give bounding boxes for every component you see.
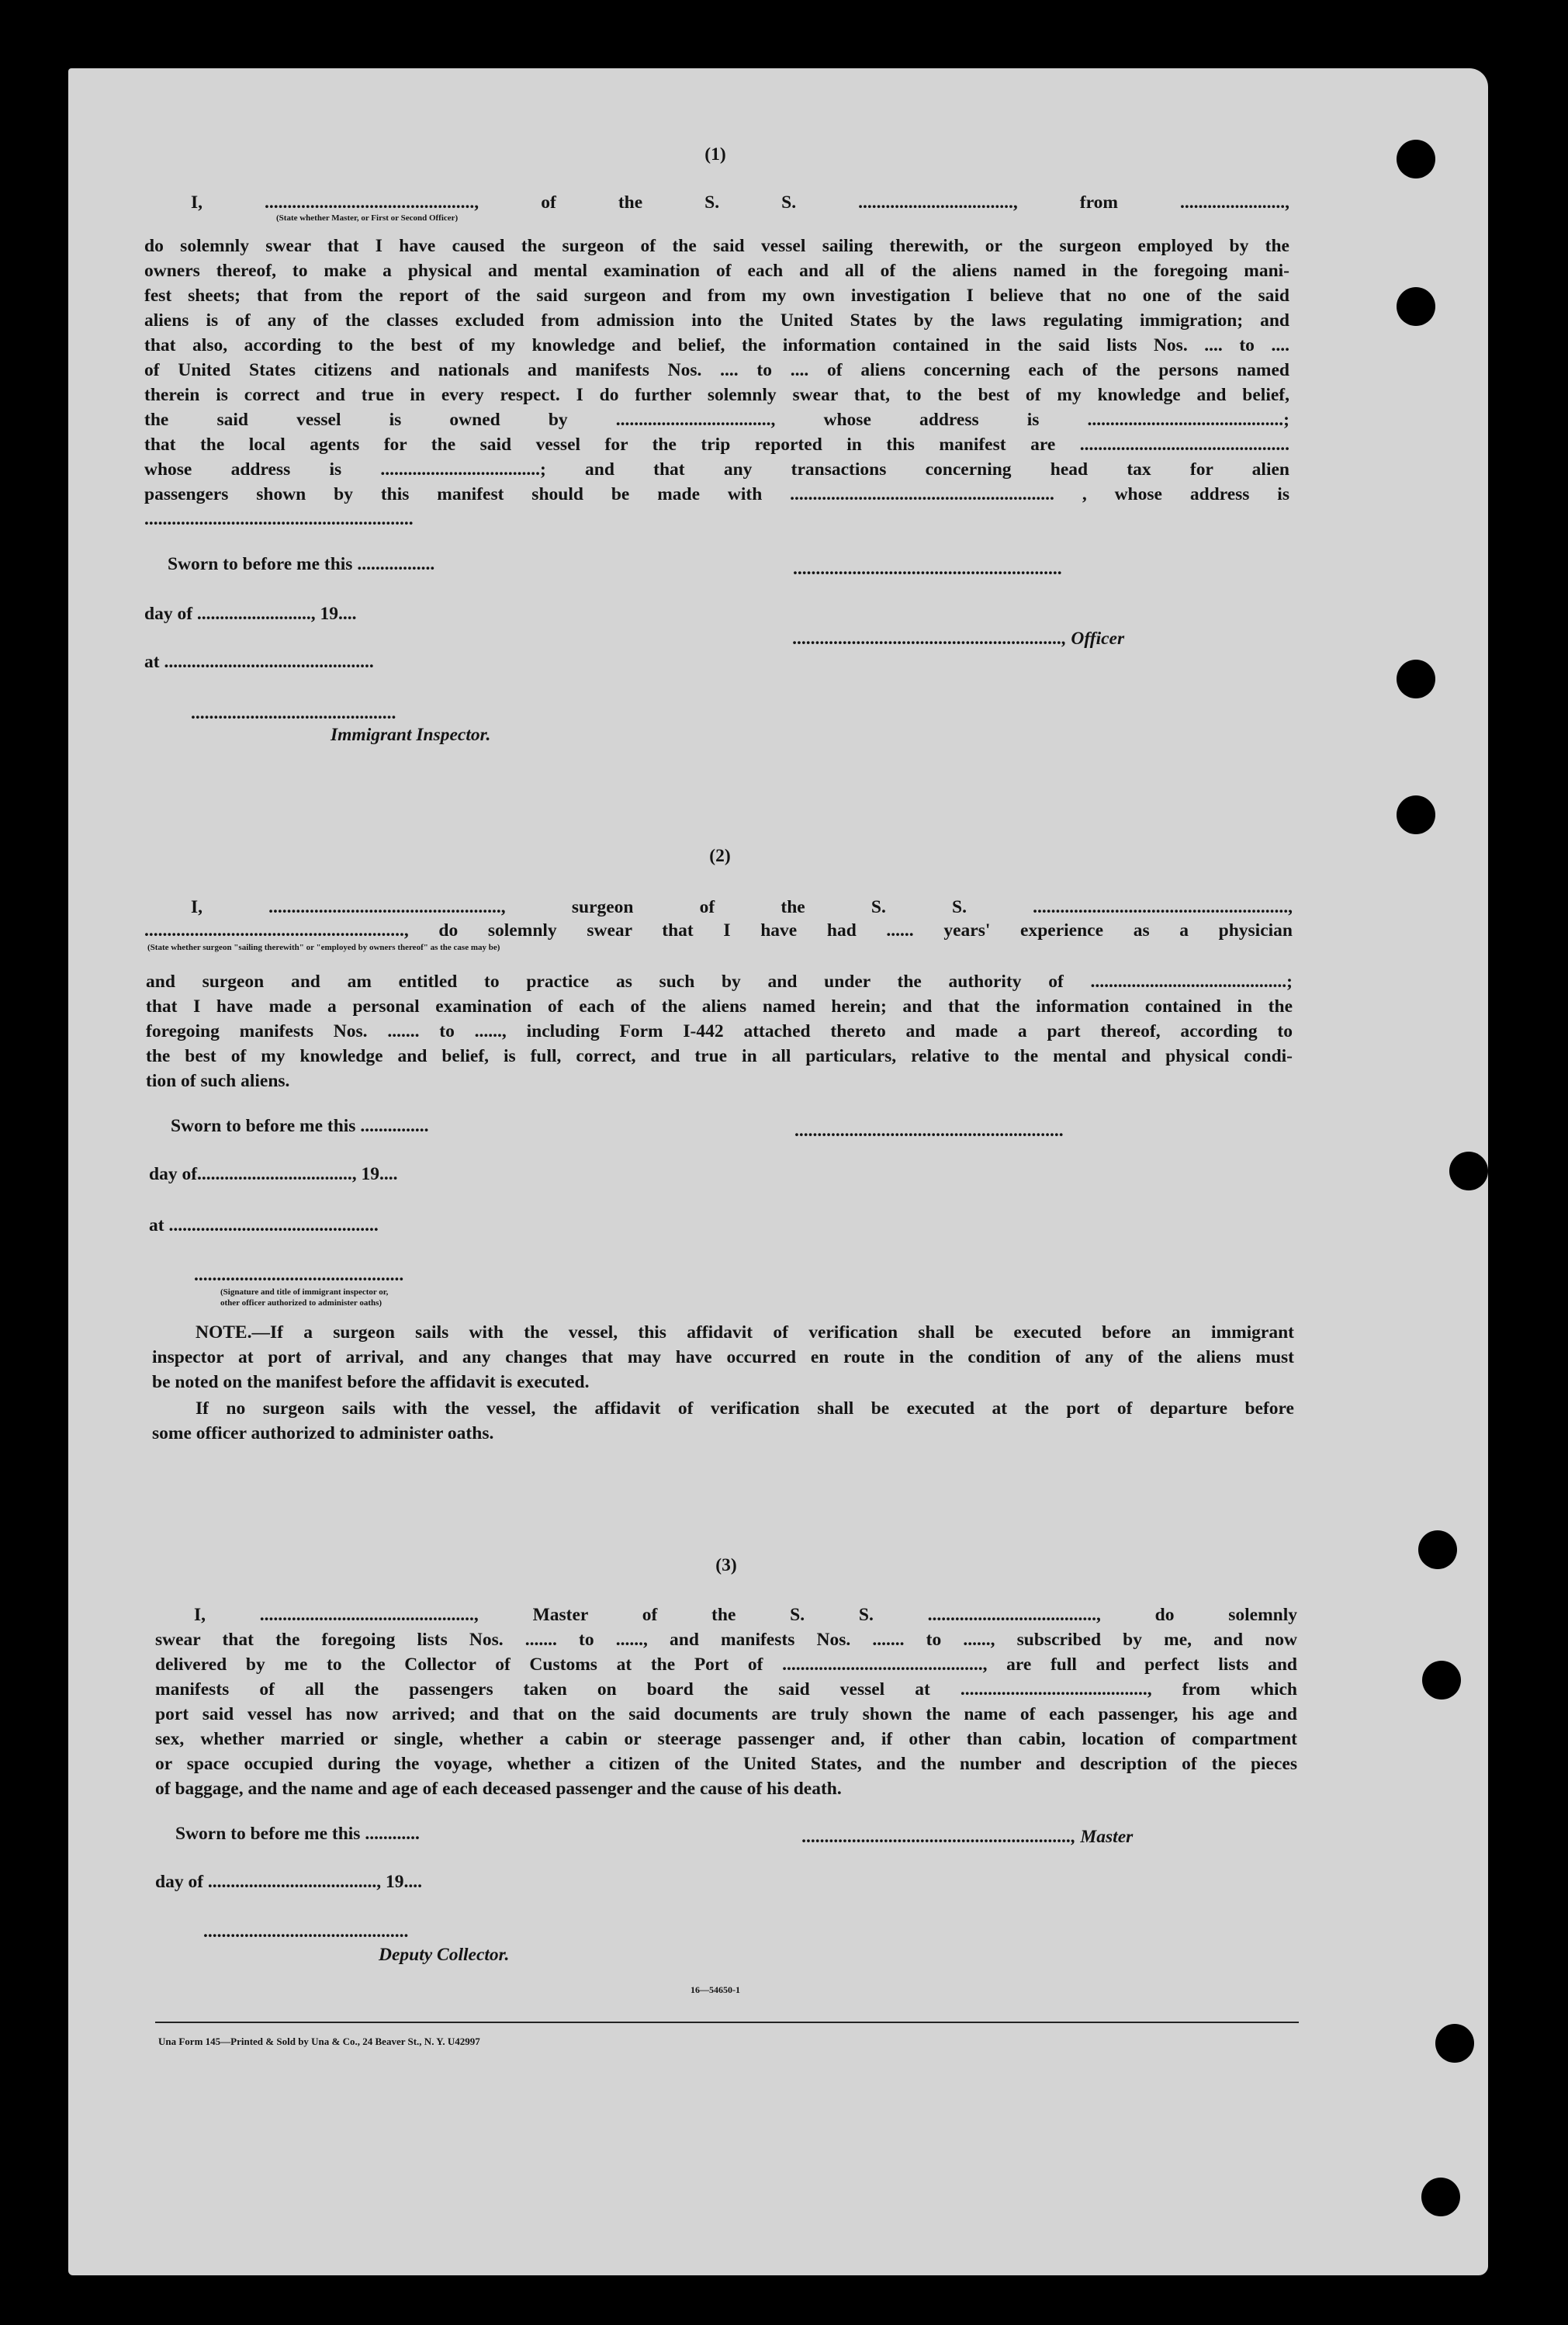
section3-body-line: manifests of all the passengers taken on board the said vessel at ........................................., from which [155, 1681, 1297, 1700]
section1-body-line: the said vessel is owned by .................................., whose address is ...........................................; [144, 411, 1289, 430]
section2-body-line: tion of such aliens. [146, 1071, 290, 1091]
footer-rule [155, 2022, 1299, 2023]
section1-body-line: owners thereof, to make a physical and mental examination of each and all of the aliens named in the foregoing mani- [144, 262, 1289, 281]
printer-imprint: Una Form 145—Printed & Sold by Una & Co., 24 Beaver St., N. Y. U42997 [158, 2036, 480, 2047]
section2-body-line: the best of my knowledge and belief, is full, correct, and true in all particulars, relative to the mental and physical condi- [146, 1048, 1293, 1066]
section2-note-line: If no surgeon sails with the vessel, the affidavit of verification shall be executed at the port of departure before [196, 1400, 1294, 1419]
section2-body-line: foregoing manifests Nos. ....... to ......, including Form I-442 attached thereto and made a part thereof, according to [146, 1023, 1293, 1041]
binder-hole [1421, 2178, 1460, 2216]
section1-body-line: aliens is of any of the classes excluded from admission into the United States by the laws regulating immigration; and [144, 312, 1289, 331]
binder-hole [1422, 1661, 1461, 1700]
section1-body-line: passengers shown by this manifest should be made with .......................................................... , whose address is [144, 486, 1289, 504]
section1-body-line: do solemnly swear that I have caused the surgeon of the said vessel sailing therewith, or the surgeon employed by the [144, 237, 1289, 256]
section3-body-line: delivered by me to the Collector of Customs at the Port of ............................................, are full and perfect lists and [155, 1656, 1297, 1675]
section1-inspector-dots: ............................................. [191, 703, 396, 723]
section2-sworn: Sworn to before me this ............... [171, 1116, 429, 1136]
section2-note-line: some officer authorized to administer oaths. [152, 1423, 494, 1443]
section1-body-line: whose address is ...................................; and that any transactions concerning head tax for alien [144, 461, 1289, 480]
section3-sworn: Sworn to before me this ............ [175, 1824, 420, 1844]
binder-hole [1397, 287, 1435, 326]
section3-collector: Deputy Collector. [379, 1945, 510, 1965]
section2-line2: ........................................................., do solemnly swear that I have had ...... years' experience as a physician [144, 922, 1293, 941]
section1-day: day of ........................., 19.... [144, 604, 357, 624]
binder-hole [1397, 140, 1435, 178]
form-number: 16—54650-1 [691, 1984, 740, 1995]
section3-body-line: sex, whether married or single, whether a cabin or steerage passenger and, if other than cabin, location of compartment [155, 1731, 1297, 1749]
section1-at: at .............................................. [144, 652, 374, 672]
section2-line1: I, ..................................................., surgeon of the S. S. ........................................................, [191, 899, 1293, 917]
section3-body-line: swear that the foregoing lists Nos. ....... to ......, and manifests Nos. ....... to ......, subscribed by me, and now [155, 1631, 1297, 1650]
section3-body-line: port said vessel has now arrived; and that on the said documents are truly shown the name of each passenger, his age and [155, 1706, 1297, 1724]
binder-hole [1397, 660, 1435, 698]
section1-officer-dots: ........................................................... [793, 559, 1062, 579]
section2-note-line: inspector at port of arrival, and any changes that may have occurred en route in the condition of any of the aliens must [152, 1349, 1294, 1367]
section3-collector-dots: ............................................. [203, 1921, 409, 1942]
binder-hole [1397, 795, 1435, 834]
section2-surgeon-dots: ........................................................... [794, 1121, 1064, 1141]
section2-note-line: be noted on the manifest before the affidavit is executed. [152, 1372, 590, 1392]
section2-sig-note: (Signature and title of immigrant inspector or, [220, 1287, 389, 1297]
section1-body-line: therein is correct and true in every respect. I do further solemnly swear that, to the best of my knowledge and belief, [144, 386, 1289, 405]
section3-master-line: ..........................................................., Master [802, 1827, 1134, 1847]
section3-line1: I, ..............................................., Master of the S. S. ....................................., do solemnly [194, 1606, 1297, 1625]
section1-officer-line: ..........................................................., Officer [793, 629, 1125, 649]
section2-at: at .............................................. [149, 1215, 379, 1235]
binder-hole [1449, 1152, 1488, 1190]
section1-body-line: ........................................................... [144, 509, 414, 529]
section2-note-line: NOTE.—If a surgeon sails with the vessel, this affidavit of verification shall be executed before an immigrant [196, 1324, 1294, 1343]
section2-body-line: and surgeon and am entitled to practice as such by and under the authority of ...........................................; [146, 973, 1293, 992]
section1-body-line: fest sheets; that from the report of the said surgeon and from my own investigation I believe that no one of the said [144, 287, 1289, 306]
section2-heading: (2) [709, 846, 731, 866]
section1-body-line: that also, according to the best of my knowledge and belief, the information contained in the said lists Nos. .... to .... [144, 337, 1289, 355]
section1-inspector: Immigrant Inspector. [331, 725, 491, 745]
section3-heading: (3) [715, 1555, 737, 1575]
section3-body-line: of baggage, and the name and age of each deceased passenger and the cause of his death. [155, 1779, 842, 1799]
section2-sig-note: other officer authorized to administer oaths) [220, 1298, 382, 1308]
section1-line1-note: (State whether Master, or First or Second Officer) [276, 213, 459, 223]
section2-day: day of.................................., 19.... [149, 1164, 398, 1184]
section2-sig-dots: .............................................. [194, 1265, 404, 1285]
section3-body-line: or space occupied during the voyage, whether a citizen of the United States, and the number and description of the pieces [155, 1755, 1297, 1774]
section1-body-line: that the local agents for the said vessel for the trip reported in this manifest are .............................................. [144, 436, 1289, 455]
section3-day: day of ....................................., 19.... [155, 1872, 423, 1892]
section1-sworn: Sworn to before me this ................. [168, 554, 435, 574]
binder-hole [1418, 1530, 1457, 1569]
section1-body-line: of United States citizens and nationals and manifests Nos. .... to .... of aliens concerning each of the persons named [144, 362, 1289, 380]
section1-line1: I, .............................................., of the S. S. .................................., from ......................., [191, 194, 1289, 213]
section1-heading: (1) [704, 144, 726, 165]
section2-body-line: that I have made a personal examination of each of the aliens named herein; and that the information contained in the [146, 998, 1293, 1017]
section2-line2-note: (State whether surgeon "sailing therewith" or "employed by owners thereof" as the case may be) [147, 943, 500, 952]
binder-hole [1435, 2024, 1474, 2063]
